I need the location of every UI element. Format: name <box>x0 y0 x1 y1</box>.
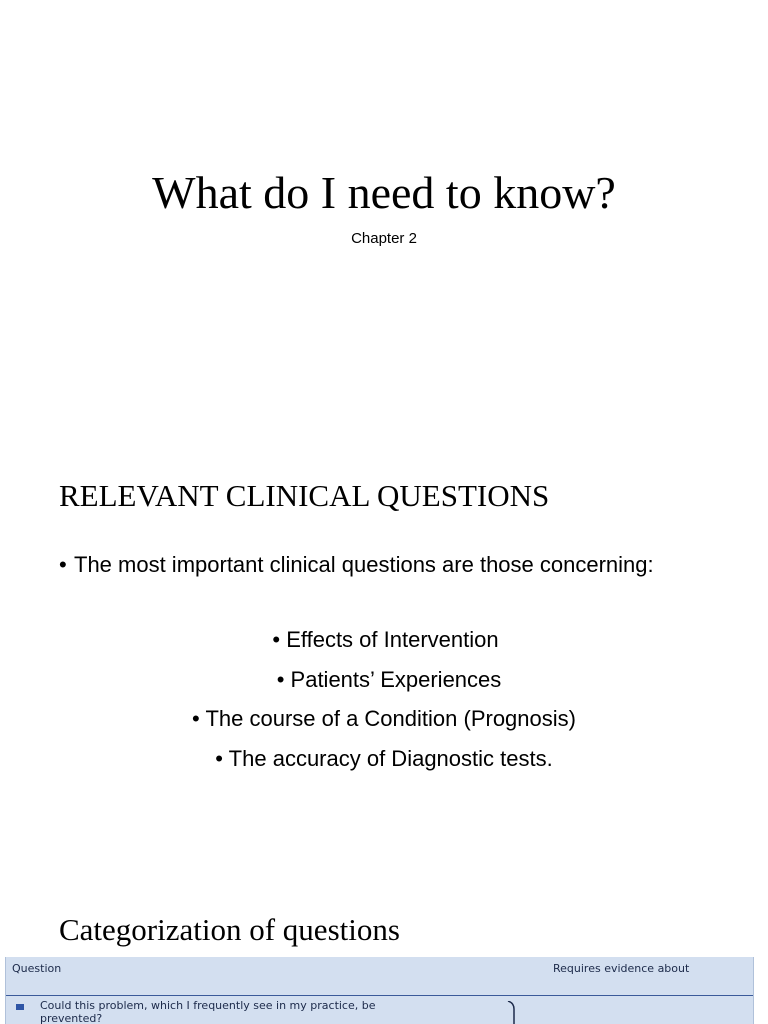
table-row <box>6 997 753 1024</box>
list-item: • The accuracy of Diagnostic tests. <box>215 745 553 771</box>
list-item: • The course of a Condition (Prognosis) <box>192 706 576 731</box>
title-slide <box>0 0 768 440</box>
list-item: • Patients’ Experiences <box>276 666 502 692</box>
slide-heading: RELEVANT CLINICAL QUESTIONS <box>59 478 550 513</box>
header-question: Question <box>12 962 62 975</box>
slide-subtitle: Chapter 2 <box>351 230 417 247</box>
header-evidence: Requires evidence about <box>553 962 690 975</box>
categorization-slide <box>0 880 768 1024</box>
intro-bullet <box>59 550 659 580</box>
header-divider <box>6 995 753 996</box>
brace-icon <box>506 1001 520 1024</box>
list-item: • Effects of Intervention <box>272 627 499 652</box>
table-header-row <box>6 957 753 995</box>
bullet-icon: • <box>59 552 67 577</box>
row-question-text: Could this problem, which I frequently see in my practice, be prevented? <box>40 999 376 1024</box>
slide-heading: Categorization of questions <box>59 912 400 947</box>
intro-text: The most important clinical questions are those concerning: <box>74 552 654 577</box>
question-type-list <box>0 620 768 778</box>
question-table <box>5 957 754 1024</box>
slide-title: What do I need to know? <box>152 167 616 218</box>
clinical-questions-slide <box>0 440 768 880</box>
square-bullet-icon <box>16 1004 24 1010</box>
